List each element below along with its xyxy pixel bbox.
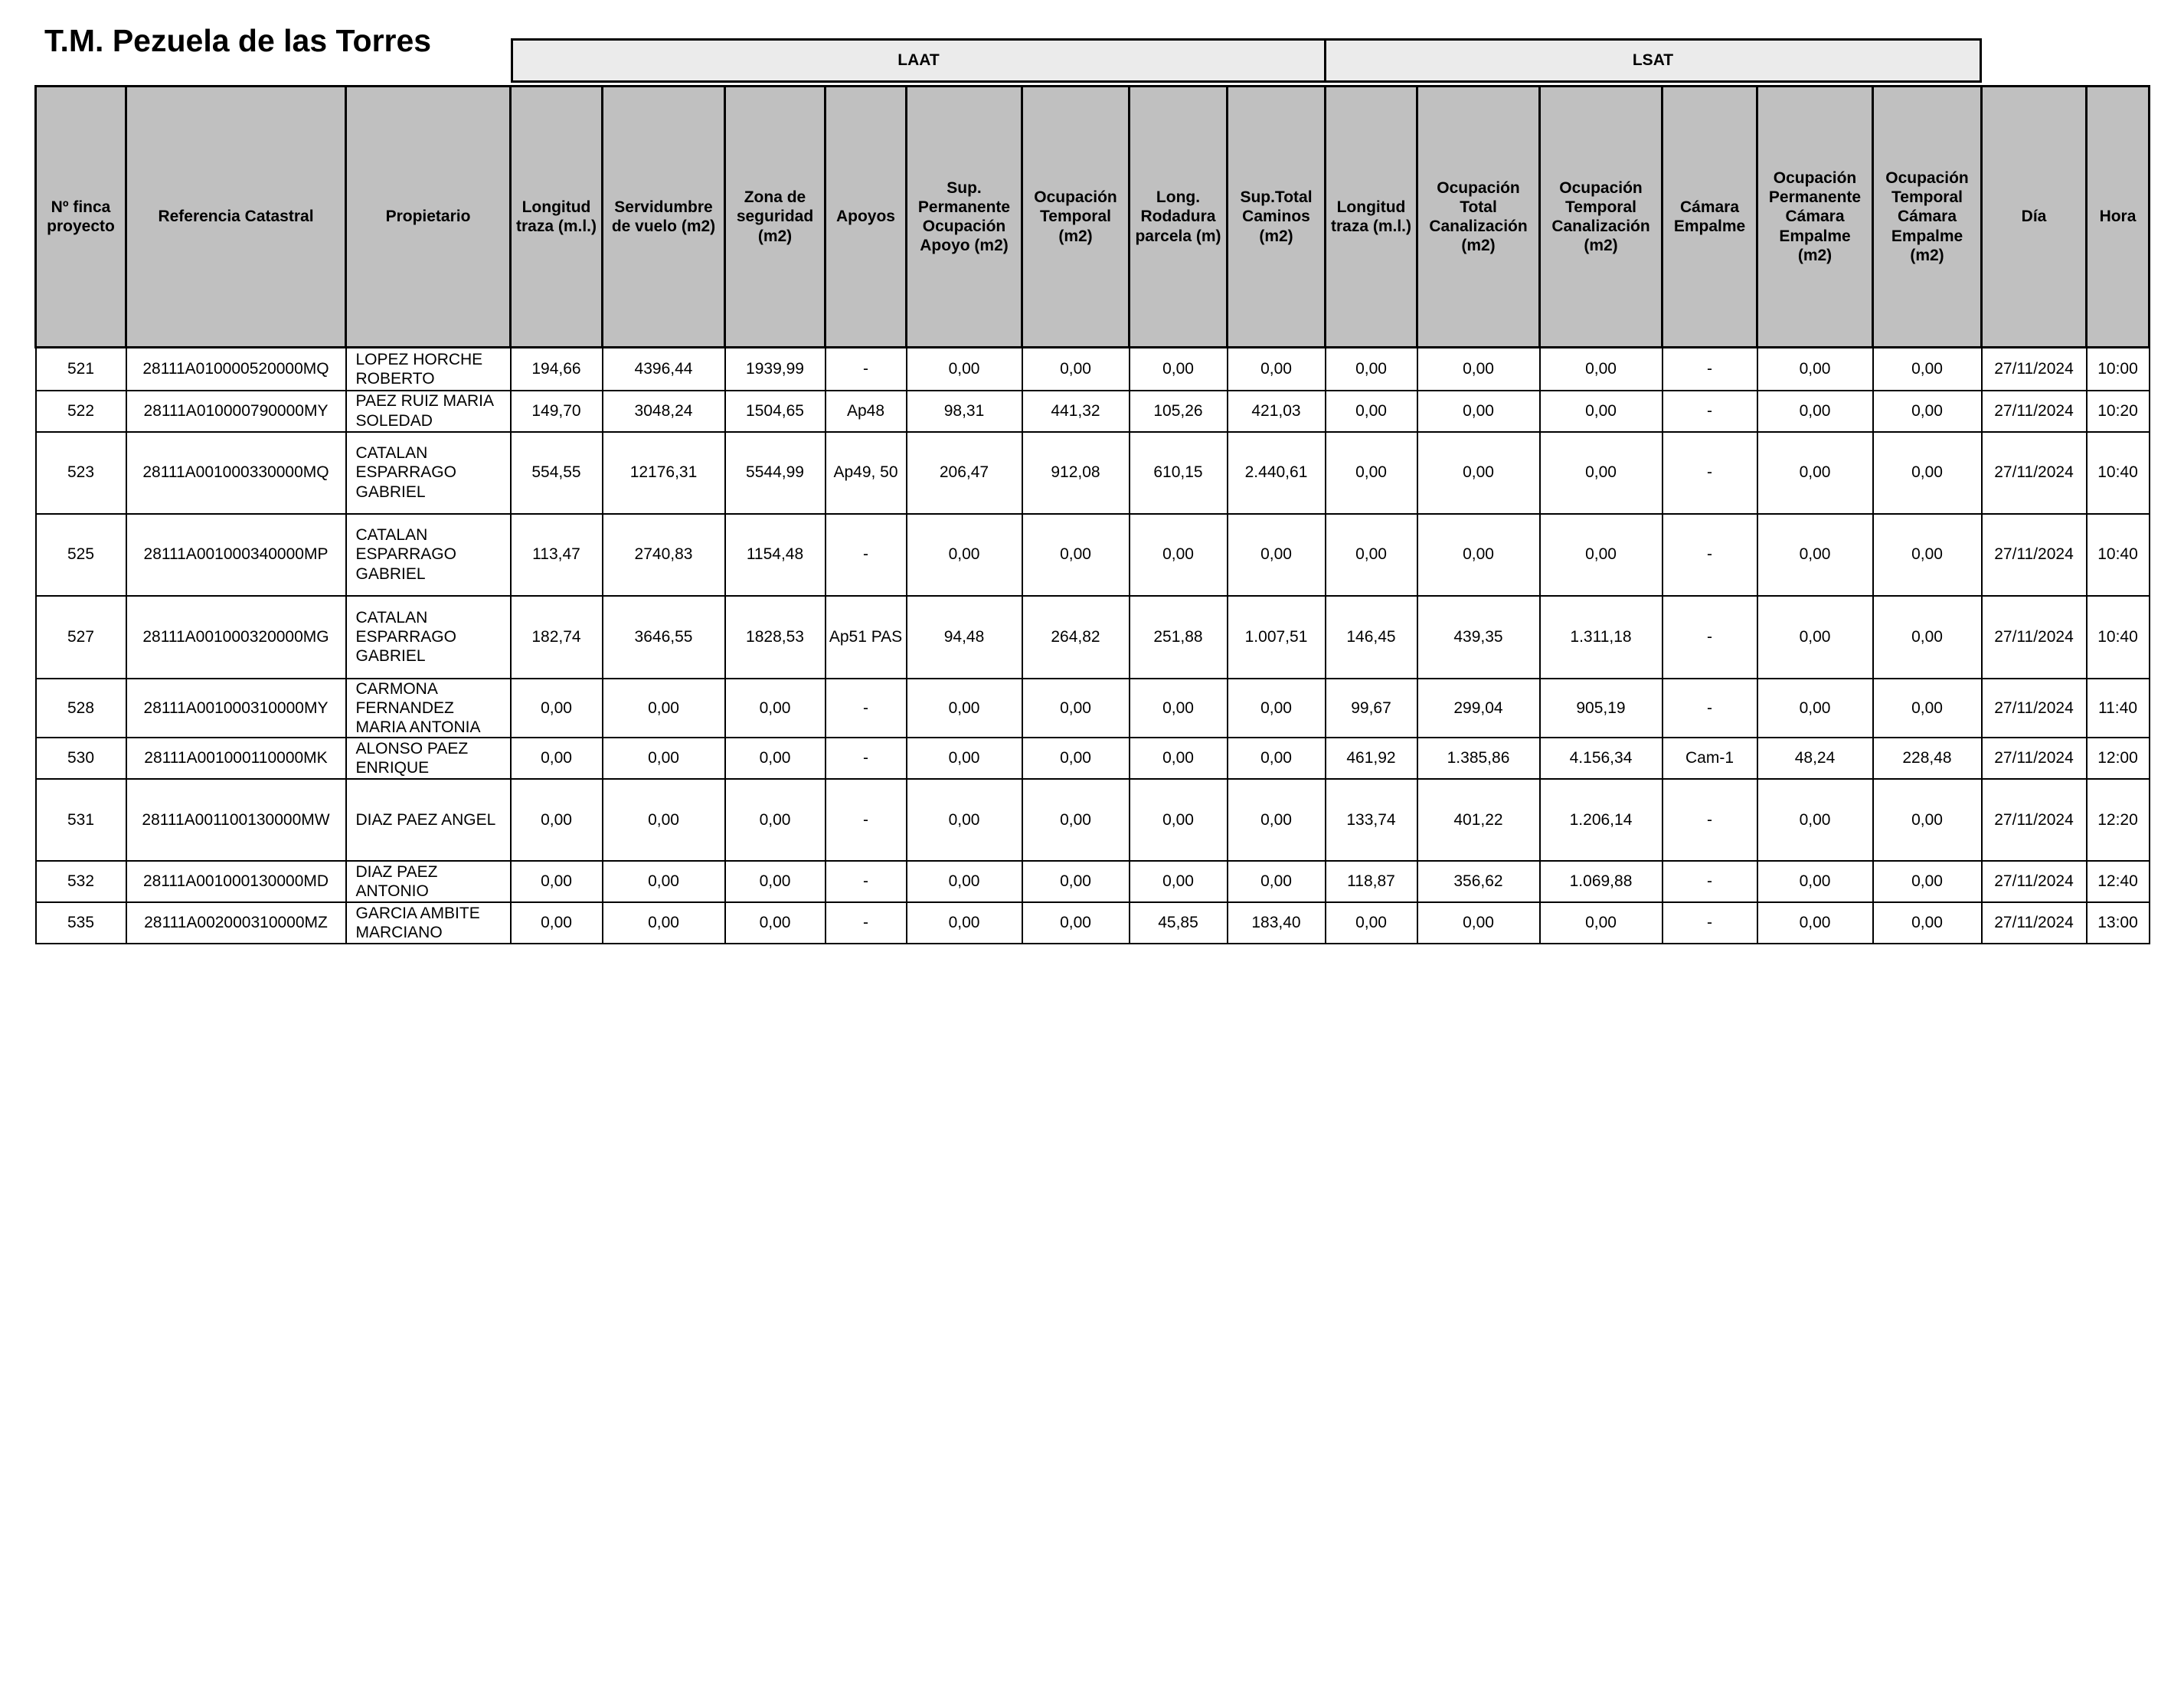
- cell-ref: 28111A010000790000MY: [126, 391, 346, 432]
- cell-ocup_temp_can: 1.311,18: [1540, 596, 1663, 679]
- cell-ref: 28111A002000310000MZ: [126, 902, 346, 944]
- table-row: [36, 596, 2150, 679]
- parcel-table: [34, 85, 2150, 944]
- cell-laat_long: 554,55: [511, 432, 603, 514]
- column-header-long_rod: Long. Rodadura parcela (m): [1130, 87, 1228, 348]
- cell-laat_serv: 3048,24: [603, 391, 725, 432]
- cell-long_rod: 0,00: [1130, 738, 1228, 779]
- cell-owner: DIAZ PAEZ ANTONIO: [346, 861, 511, 902]
- cell-ocup_temp_can: 4.156,34: [1540, 738, 1663, 779]
- cell-laat_ocup: 264,82: [1022, 596, 1130, 679]
- column-header-ocup_temp_cam: Ocupación Temporal Cámara Empalme (m2): [1873, 87, 1982, 348]
- cell-apoyos: Ap48: [826, 391, 907, 432]
- cell-sup_perm: 0,00: [907, 902, 1022, 944]
- cell-ref: 28111A001000320000MG: [126, 596, 346, 679]
- column-header-laat_long: Longitud traza (m.l.): [511, 87, 603, 348]
- cell-hora: 10:40: [2087, 432, 2150, 514]
- column-header-camara: Cámara Empalme: [1663, 87, 1757, 348]
- column-header-laat_serv: Servidumbre de vuelo (m2): [603, 87, 725, 348]
- cell-owner: DIAZ PAEZ ANGEL: [346, 779, 511, 861]
- cell-laat_ocup: 0,00: [1022, 902, 1130, 944]
- cell-apoyos: -: [826, 902, 907, 944]
- cell-ocup_temp_can: 0,00: [1540, 391, 1663, 432]
- cell-long_rod: 45,85: [1130, 902, 1228, 944]
- table-body: [36, 348, 2150, 944]
- cell-sup_caminos: 421,03: [1228, 391, 1326, 432]
- cell-ocup_temp_can: 0,00: [1540, 902, 1663, 944]
- table-row: [36, 679, 2150, 738]
- cell-ref: 28111A001000130000MD: [126, 861, 346, 902]
- cell-ocup_perm_cam: 0,00: [1757, 861, 1873, 902]
- cell-ocup_perm_cam: 0,00: [1757, 391, 1873, 432]
- cell-camara: -: [1663, 391, 1757, 432]
- page-title: T.M. Pezuela de las Torres: [44, 23, 432, 58]
- cell-finca: 535: [36, 902, 126, 944]
- cell-laat_ocup: 441,32: [1022, 391, 1130, 432]
- cell-sup_perm: 0,00: [907, 679, 1022, 738]
- cell-sup_perm: 0,00: [907, 779, 1022, 861]
- cell-ocup_total: 0,00: [1417, 348, 1540, 391]
- cell-laat_zona: 0,00: [725, 902, 826, 944]
- cell-sup_perm: 0,00: [907, 738, 1022, 779]
- cell-laat_long: 149,70: [511, 391, 603, 432]
- cell-ocup_perm_cam: 0,00: [1757, 348, 1873, 391]
- cell-laat_zona: 1828,53: [725, 596, 826, 679]
- cell-laat_zona: 5544,99: [725, 432, 826, 514]
- cell-ocup_total: 0,00: [1417, 432, 1540, 514]
- cell-finca: 528: [36, 679, 126, 738]
- cell-dia: 27/11/2024: [1982, 514, 2087, 596]
- cell-ref: 28111A001000340000MP: [126, 514, 346, 596]
- cell-ref: 28111A010000520000MQ: [126, 348, 346, 391]
- cell-long_rod: 610,15: [1130, 432, 1228, 514]
- cell-dia: 27/11/2024: [1982, 391, 2087, 432]
- cell-laat_ocup: 0,00: [1022, 738, 1130, 779]
- cell-ocup_total: 439,35: [1417, 596, 1540, 679]
- cell-lsat_long: 146,45: [1326, 596, 1417, 679]
- cell-long_rod: 0,00: [1130, 779, 1228, 861]
- cell-ref: 28111A001000110000MK: [126, 738, 346, 779]
- cell-owner: CATALAN ESPARRAGO GABRIEL: [346, 432, 511, 514]
- cell-ocup_temp_cam: 0,00: [1873, 902, 1982, 944]
- cell-camara: -: [1663, 902, 1757, 944]
- cell-laat_ocup: 0,00: [1022, 348, 1130, 391]
- cell-ocup_perm_cam: 0,00: [1757, 514, 1873, 596]
- cell-dia: 27/11/2024: [1982, 348, 2087, 391]
- cell-laat_long: 0,00: [511, 679, 603, 738]
- cell-laat_serv: 0,00: [603, 902, 725, 944]
- cell-dia: 27/11/2024: [1982, 902, 2087, 944]
- cell-sup_caminos: 0,00: [1228, 348, 1326, 391]
- cell-lsat_long: 0,00: [1326, 391, 1417, 432]
- cell-finca: 521: [36, 348, 126, 391]
- column-header-lsat_long: Longitud traza (m.l.): [1326, 87, 1417, 348]
- cell-lsat_long: 118,87: [1326, 861, 1417, 902]
- cell-ocup_temp_can: 1.069,88: [1540, 861, 1663, 902]
- column-header-laat_zona: Zona de seguridad (m2): [725, 87, 826, 348]
- cell-hora: 10:20: [2087, 391, 2150, 432]
- cell-camara: -: [1663, 514, 1757, 596]
- cell-laat_serv: 3646,55: [603, 596, 725, 679]
- cell-apoyos: -: [826, 861, 907, 902]
- column-header-hora: Hora: [2087, 87, 2150, 348]
- cell-hora: 12:40: [2087, 861, 2150, 902]
- cell-ocup_temp_can: 0,00: [1540, 348, 1663, 391]
- column-header-sup_caminos: Sup.Total Caminos (m2): [1228, 87, 1326, 348]
- cell-sup_caminos: 2.440,61: [1228, 432, 1326, 514]
- cell-ocup_temp_cam: 0,00: [1873, 348, 1982, 391]
- cell-laat_zona: 1939,99: [725, 348, 826, 391]
- cell-ref: 28111A001000310000MY: [126, 679, 346, 738]
- cell-lsat_long: 0,00: [1326, 348, 1417, 391]
- cell-finca: 523: [36, 432, 126, 514]
- cell-dia: 27/11/2024: [1982, 738, 2087, 779]
- column-header-ocup_temp_can: Ocupación Temporal Canalización (m2): [1540, 87, 1663, 348]
- cell-hora: 10:00: [2087, 348, 2150, 391]
- cell-hora: 13:00: [2087, 902, 2150, 944]
- cell-camara: -: [1663, 679, 1757, 738]
- cell-sup_caminos: 1.007,51: [1228, 596, 1326, 679]
- cell-laat_long: 113,47: [511, 514, 603, 596]
- cell-ocup_perm_cam: 0,00: [1757, 596, 1873, 679]
- cell-hora: 10:40: [2087, 596, 2150, 679]
- cell-laat_long: 0,00: [511, 779, 603, 861]
- column-header-dia: Día: [1982, 87, 2087, 348]
- table-row: [36, 391, 2150, 432]
- cell-sup_perm: 98,31: [907, 391, 1022, 432]
- cell-ref: 28111A001100130000MW: [126, 779, 346, 861]
- column-header-sup_perm: Sup. Permanente Ocupación Apoyo (m2): [907, 87, 1022, 348]
- cell-camara: -: [1663, 779, 1757, 861]
- cell-long_rod: 0,00: [1130, 514, 1228, 596]
- cell-laat_long: 182,74: [511, 596, 603, 679]
- header-row: [36, 87, 2150, 348]
- cell-long_rod: 105,26: [1130, 391, 1228, 432]
- cell-lsat_long: 133,74: [1326, 779, 1417, 861]
- cell-laat_zona: 1504,65: [725, 391, 826, 432]
- cell-long_rod: 251,88: [1130, 596, 1228, 679]
- cell-ocup_temp_cam: 0,00: [1873, 514, 1982, 596]
- cell-ocup_total: 0,00: [1417, 902, 1540, 944]
- cell-ocup_total: 356,62: [1417, 861, 1540, 902]
- cell-ref: 28111A001000330000MQ: [126, 432, 346, 514]
- table-row: [36, 861, 2150, 902]
- cell-owner: CATALAN ESPARRAGO GABRIEL: [346, 596, 511, 679]
- cell-apoyos: -: [826, 738, 907, 779]
- table-row: [36, 738, 2150, 779]
- cell-ocup_total: 1.385,86: [1417, 738, 1540, 779]
- cell-ocup_temp_can: 1.206,14: [1540, 779, 1663, 861]
- cell-sup_perm: 94,48: [907, 596, 1022, 679]
- cell-dia: 27/11/2024: [1982, 596, 2087, 679]
- cell-owner: CATALAN ESPARRAGO GABRIEL: [346, 514, 511, 596]
- cell-finca: 527: [36, 596, 126, 679]
- cell-owner: ALONSO PAEZ ENRIQUE: [346, 738, 511, 779]
- cell-laat_zona: 0,00: [725, 861, 826, 902]
- table-row: [36, 348, 2150, 391]
- cell-dia: 27/11/2024: [1982, 861, 2087, 902]
- cell-ocup_perm_cam: 0,00: [1757, 432, 1873, 514]
- cell-apoyos: -: [826, 514, 907, 596]
- cell-owner: CARMONA FERNANDEZ MARIA ANTONIA: [346, 679, 511, 738]
- cell-laat_serv: 4396,44: [603, 348, 725, 391]
- cell-laat_ocup: 0,00: [1022, 514, 1130, 596]
- cell-ocup_temp_cam: 0,00: [1873, 861, 1982, 902]
- cell-laat_serv: 12176,31: [603, 432, 725, 514]
- cell-sup_perm: 206,47: [907, 432, 1022, 514]
- cell-sup_perm: 0,00: [907, 348, 1022, 391]
- cell-laat_serv: 0,00: [603, 738, 725, 779]
- cell-apoyos: Ap49, 50: [826, 432, 907, 514]
- cell-laat_serv: 2740,83: [603, 514, 725, 596]
- cell-dia: 27/11/2024: [1982, 679, 2087, 738]
- cell-laat_ocup: 0,00: [1022, 779, 1130, 861]
- cell-laat_serv: 0,00: [603, 779, 725, 861]
- cell-ocup_total: 299,04: [1417, 679, 1540, 738]
- cell-apoyos: Ap51 PAS: [826, 596, 907, 679]
- laat-group-header: LAAT: [511, 38, 1326, 83]
- cell-ocup_total: 0,00: [1417, 514, 1540, 596]
- cell-finca: 522: [36, 391, 126, 432]
- cell-finca: 525: [36, 514, 126, 596]
- cell-lsat_long: 0,00: [1326, 902, 1417, 944]
- cell-finca: 532: [36, 861, 126, 902]
- table-row: [36, 432, 2150, 514]
- cell-camara: -: [1663, 432, 1757, 514]
- cell-sup_caminos: 183,40: [1228, 902, 1326, 944]
- cell-camara: -: [1663, 348, 1757, 391]
- cell-laat_ocup: 0,00: [1022, 679, 1130, 738]
- table-row: [36, 779, 2150, 861]
- cell-apoyos: -: [826, 348, 907, 391]
- cell-owner: LOPEZ HORCHE ROBERTO: [346, 348, 511, 391]
- cell-laat_zona: 0,00: [725, 779, 826, 861]
- table-row: [36, 902, 2150, 944]
- cell-ocup_perm_cam: 0,00: [1757, 902, 1873, 944]
- cell-hora: 11:40: [2087, 679, 2150, 738]
- column-header-owner: Propietario: [346, 87, 511, 348]
- cell-sup_caminos: 0,00: [1228, 679, 1326, 738]
- cell-laat_long: 0,00: [511, 861, 603, 902]
- cell-finca: 531: [36, 779, 126, 861]
- cell-ocup_temp_cam: 228,48: [1873, 738, 1982, 779]
- cell-ocup_temp_cam: 0,00: [1873, 679, 1982, 738]
- cell-sup_perm: 0,00: [907, 514, 1022, 596]
- cell-laat_serv: 0,00: [603, 861, 725, 902]
- cell-camara: Cam-1: [1663, 738, 1757, 779]
- table-row: [36, 514, 2150, 596]
- cell-camara: -: [1663, 596, 1757, 679]
- cell-laat_ocup: 912,08: [1022, 432, 1130, 514]
- cell-ocup_temp_cam: 0,00: [1873, 391, 1982, 432]
- cell-ocup_total: 0,00: [1417, 391, 1540, 432]
- cell-dia: 27/11/2024: [1982, 432, 2087, 514]
- cell-ocup_perm_cam: 0,00: [1757, 779, 1873, 861]
- cell-laat_zona: 0,00: [725, 679, 826, 738]
- cell-laat_long: 194,66: [511, 348, 603, 391]
- cell-sup_caminos: 0,00: [1228, 514, 1326, 596]
- column-header-finca: Nº finca proyecto: [36, 87, 126, 348]
- column-header-apoyos: Apoyos: [826, 87, 907, 348]
- cell-long_rod: 0,00: [1130, 348, 1228, 391]
- cell-sup_caminos: 0,00: [1228, 738, 1326, 779]
- cell-hora: 10:40: [2087, 514, 2150, 596]
- cell-hora: 12:00: [2087, 738, 2150, 779]
- cell-sup_perm: 0,00: [907, 861, 1022, 902]
- cell-apoyos: -: [826, 679, 907, 738]
- cell-laat_serv: 0,00: [603, 679, 725, 738]
- column-header-ocup_perm_cam: Ocupación Permanente Cámara Empalme (m2): [1757, 87, 1873, 348]
- cell-apoyos: -: [826, 779, 907, 861]
- column-header-ref: Referencia Catastral: [126, 87, 346, 348]
- cell-lsat_long: 99,67: [1326, 679, 1417, 738]
- cell-ocup_temp_cam: 0,00: [1873, 596, 1982, 679]
- cell-owner: GARCIA AMBITE MARCIANO: [346, 902, 511, 944]
- column-header-ocup_total: Ocupación Total Canalización (m2): [1417, 87, 1540, 348]
- column-header-laat_ocup: Ocupación Temporal (m2): [1022, 87, 1130, 348]
- cell-ocup_temp_cam: 0,00: [1873, 432, 1982, 514]
- cell-camara: -: [1663, 861, 1757, 902]
- cell-ocup_temp_can: 0,00: [1540, 432, 1663, 514]
- cell-laat_zona: 0,00: [725, 738, 826, 779]
- cell-lsat_long: 0,00: [1326, 514, 1417, 596]
- cell-ocup_total: 401,22: [1417, 779, 1540, 861]
- cell-finca: 530: [36, 738, 126, 779]
- cell-sup_caminos: 0,00: [1228, 861, 1326, 902]
- cell-laat_long: 0,00: [511, 902, 603, 944]
- cell-lsat_long: 461,92: [1326, 738, 1417, 779]
- cell-long_rod: 0,00: [1130, 679, 1228, 738]
- cell-ocup_temp_can: 905,19: [1540, 679, 1663, 738]
- cell-laat_ocup: 0,00: [1022, 861, 1130, 902]
- lsat-group-header: LSAT: [1324, 38, 1982, 83]
- cell-dia: 27/11/2024: [1982, 779, 2087, 861]
- cell-hora: 12:20: [2087, 779, 2150, 861]
- cell-ocup_temp_can: 0,00: [1540, 514, 1663, 596]
- cell-owner: PAEZ RUIZ MARIA SOLEDAD: [346, 391, 511, 432]
- cell-laat_long: 0,00: [511, 738, 603, 779]
- cell-ocup_perm_cam: 48,24: [1757, 738, 1873, 779]
- cell-ocup_perm_cam: 0,00: [1757, 679, 1873, 738]
- cell-long_rod: 0,00: [1130, 861, 1228, 902]
- cell-ocup_temp_cam: 0,00: [1873, 779, 1982, 861]
- cell-lsat_long: 0,00: [1326, 432, 1417, 514]
- cell-laat_zona: 1154,48: [725, 514, 826, 596]
- cell-sup_caminos: 0,00: [1228, 779, 1326, 861]
